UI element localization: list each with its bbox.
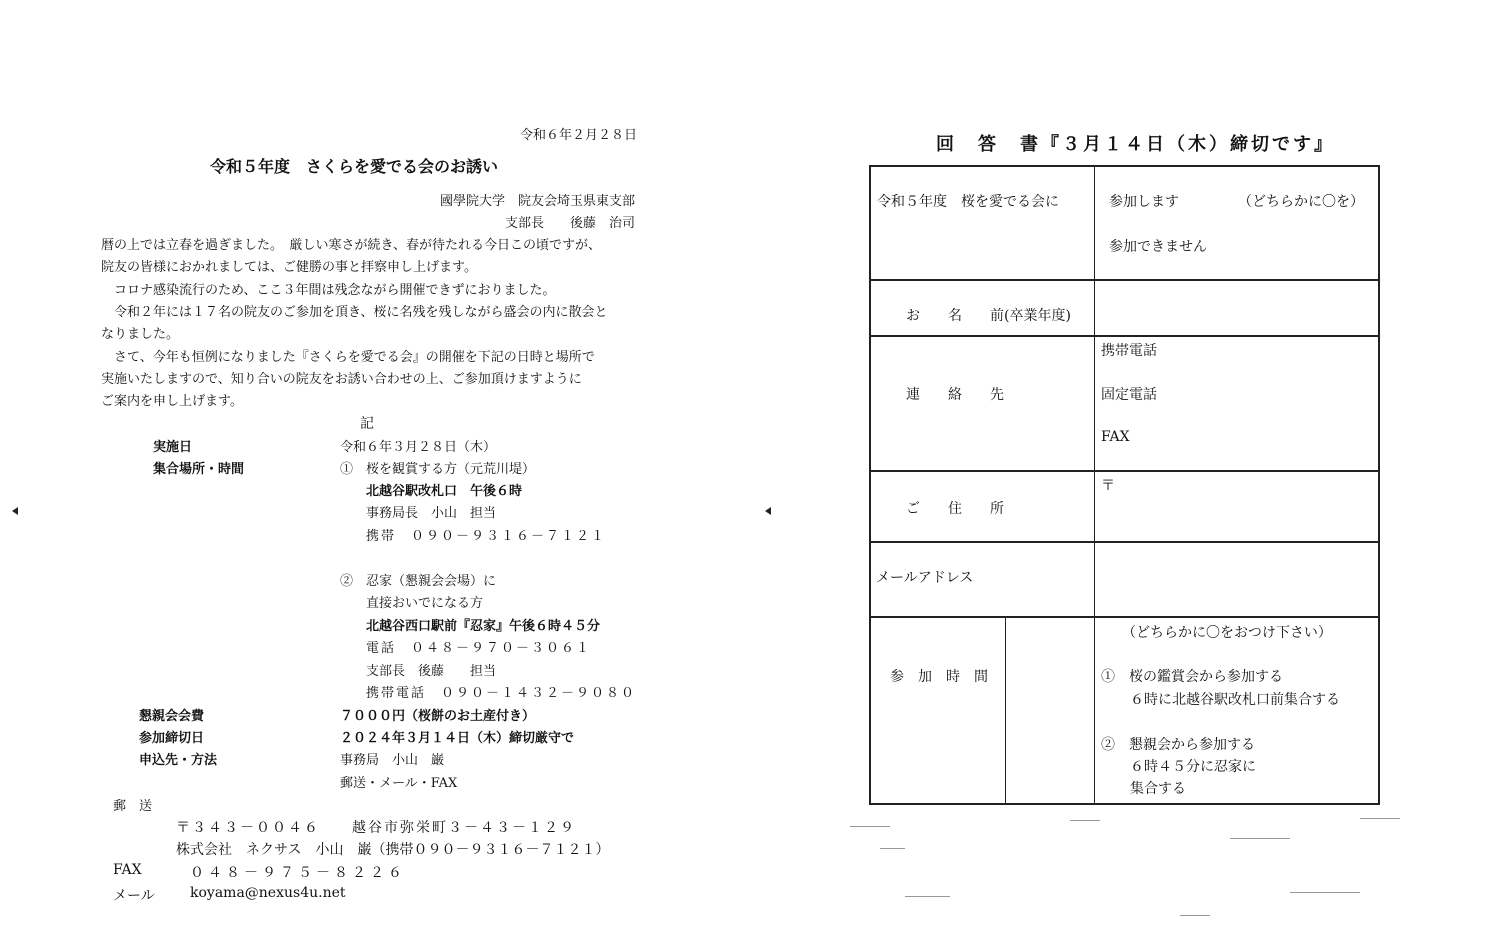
date-value: 令和６年３月２８日（木）	[340, 440, 497, 455]
email-address[interactable]: koyama@nexus4u.net	[190, 885, 346, 901]
place-label: 集合場所・時間	[153, 462, 245, 477]
deadline-label: 参加締切日	[139, 731, 205, 746]
apply-line: 事務局 小山 巌	[340, 753, 445, 768]
body-line: 令和２年には１７名の院友のご参加を頂き、桜に名残を残しながら盛会の内に散会と	[101, 305, 608, 320]
option2-line: 携帯電話 ０９０－１４３２－９０８０	[366, 686, 637, 701]
letter-org: 國學院大学 院友会埼玉県東支部	[440, 194, 636, 209]
time-option-2[interactable]: ② 懇親会から参加する	[1101, 737, 1255, 753]
body-line: さて、今年も恒例になりました『さくらを愛でる会』の開催を下記の日時と場所で	[101, 350, 595, 365]
time-note: （どちらかに〇をおつけ下さい）	[1122, 625, 1332, 641]
scan-noise	[1290, 892, 1360, 893]
landline-field-label[interactable]: 固定電話	[1101, 387, 1157, 403]
form-row-divider	[869, 279, 1380, 281]
time-option-2-detail: ６時４５分に忍家に	[1130, 759, 1256, 775]
event-label: 令和５年度 桜を愛でる会に	[877, 194, 1059, 210]
time-option-2-detail: 集合する	[1130, 781, 1186, 797]
fax-field-label[interactable]: FAX	[1101, 429, 1130, 445]
fee-value: ７０００円（桜餅のお土産付き）	[340, 709, 536, 724]
scan-noise	[880, 848, 905, 849]
scan-noise	[1230, 838, 1290, 839]
email-label: メール	[113, 888, 155, 904]
time-label: 参 加 時 間	[890, 669, 988, 685]
form-column-divider	[1094, 165, 1095, 803]
fax-label: FAX	[113, 862, 142, 878]
time-option-1-detail: ６時に北越谷駅改札口前集合する	[1130, 692, 1340, 708]
letter-sender: 支部長 後藤 治司	[505, 216, 636, 231]
contact-label: 連 絡 先	[906, 387, 1004, 403]
form-row-divider	[869, 541, 1380, 543]
form-frame	[869, 165, 1380, 805]
form-column-divider	[1005, 617, 1006, 803]
absent-option[interactable]: 参加できません	[1109, 239, 1207, 255]
letter-title: 令和５年度 さくらを愛でる会のお誘い	[210, 157, 499, 176]
option2-title: ② 忍家（懇親会会場）に	[340, 574, 497, 589]
page-marker-icon	[765, 507, 771, 515]
form-row-divider	[869, 470, 1380, 472]
fax-number: ０４８－９７５－８２２６	[190, 865, 406, 881]
form-title: 回 答 書『３月１４日（木）締切です』	[936, 134, 1335, 155]
ki-heading: 記	[360, 416, 374, 432]
form-row-divider	[869, 616, 1380, 618]
attend-option[interactable]: 参加します	[1109, 194, 1179, 210]
postal-mark[interactable]: 〒	[1101, 478, 1115, 494]
choose-note: （どちらかに〇を）	[1238, 194, 1364, 210]
page-marker-icon	[12, 507, 18, 515]
body-line: なりました。	[101, 327, 180, 342]
mail-recipient: 株式会社 ネクサス 小山 巌（携帯０９０－９３１６－７１２１）	[176, 842, 610, 858]
scan-noise	[1070, 820, 1100, 821]
option1-line: 携帯 ０９０－９３１６－７１２１	[366, 529, 607, 544]
scan-noise	[1180, 915, 1210, 916]
option2-line: 電話 ０４８－９７０－３０６１	[366, 641, 592, 656]
mail-label: 郵 送	[113, 799, 153, 814]
body-line: コロナ感染流行のため、ここ３年間は残念ながら開催できずにおりました。	[101, 283, 556, 298]
time-option-1[interactable]: ① 桜の鑑賞会から参加する	[1101, 669, 1283, 685]
mail-address: 〒３４３－００４６ 越谷市弥栄町３－４３－１２９	[176, 820, 576, 836]
option1-line: 北越谷駅改札口 午後６時	[366, 484, 523, 499]
body-line: 実施いたしますので、知り合いの院友をお誘い合わせの上、ご参加頂けますように	[101, 372, 582, 387]
body-line: ご案内を申し上げます。	[101, 394, 243, 409]
form-row-divider	[869, 335, 1380, 337]
body-line: 院友の皆様におかれましては、ご健勝の事と拝察申し上げます。	[101, 260, 477, 275]
scan-noise	[1360, 818, 1400, 819]
letter-date: 令和６年２月２８日	[520, 128, 638, 143]
scan-noise	[905, 896, 950, 897]
option2-line: 支部長 後藤 担当	[366, 664, 497, 679]
email-field[interactable]	[1098, 545, 1374, 613]
option1-line: 事務局長 小山 担当	[366, 506, 497, 521]
scan-noise	[850, 826, 890, 827]
name-label: お 名 前(卒業年度)	[906, 308, 1071, 324]
address-label: ご 住 所	[906, 501, 1004, 517]
mobile-field-label[interactable]: 携帯電話	[1101, 343, 1157, 359]
date-label: 実施日	[153, 440, 193, 455]
option2-line: 北越谷西口駅前『忍家』午後６時４５分	[366, 619, 601, 634]
option2-line: 直接おいでになる方	[366, 596, 484, 611]
deadline-value: ２０２４年３月１４日（木）締切厳守で	[340, 731, 575, 746]
email-field-label: メールアドレス	[876, 570, 974, 586]
fee-label: 懇親会会費	[139, 709, 205, 724]
apply-line: 郵送・メール・FAX	[340, 776, 458, 791]
body-line: 暦の上では立春を過ぎました。 厳しい寒さが続き、春が待たれる今日この頃ですが、	[101, 238, 601, 253]
name-field[interactable]	[1098, 283, 1374, 331]
option1-title: ① 桜を観賞する方（元荒川堤）	[340, 462, 536, 477]
apply-label: 申込先・方法	[139, 753, 218, 768]
